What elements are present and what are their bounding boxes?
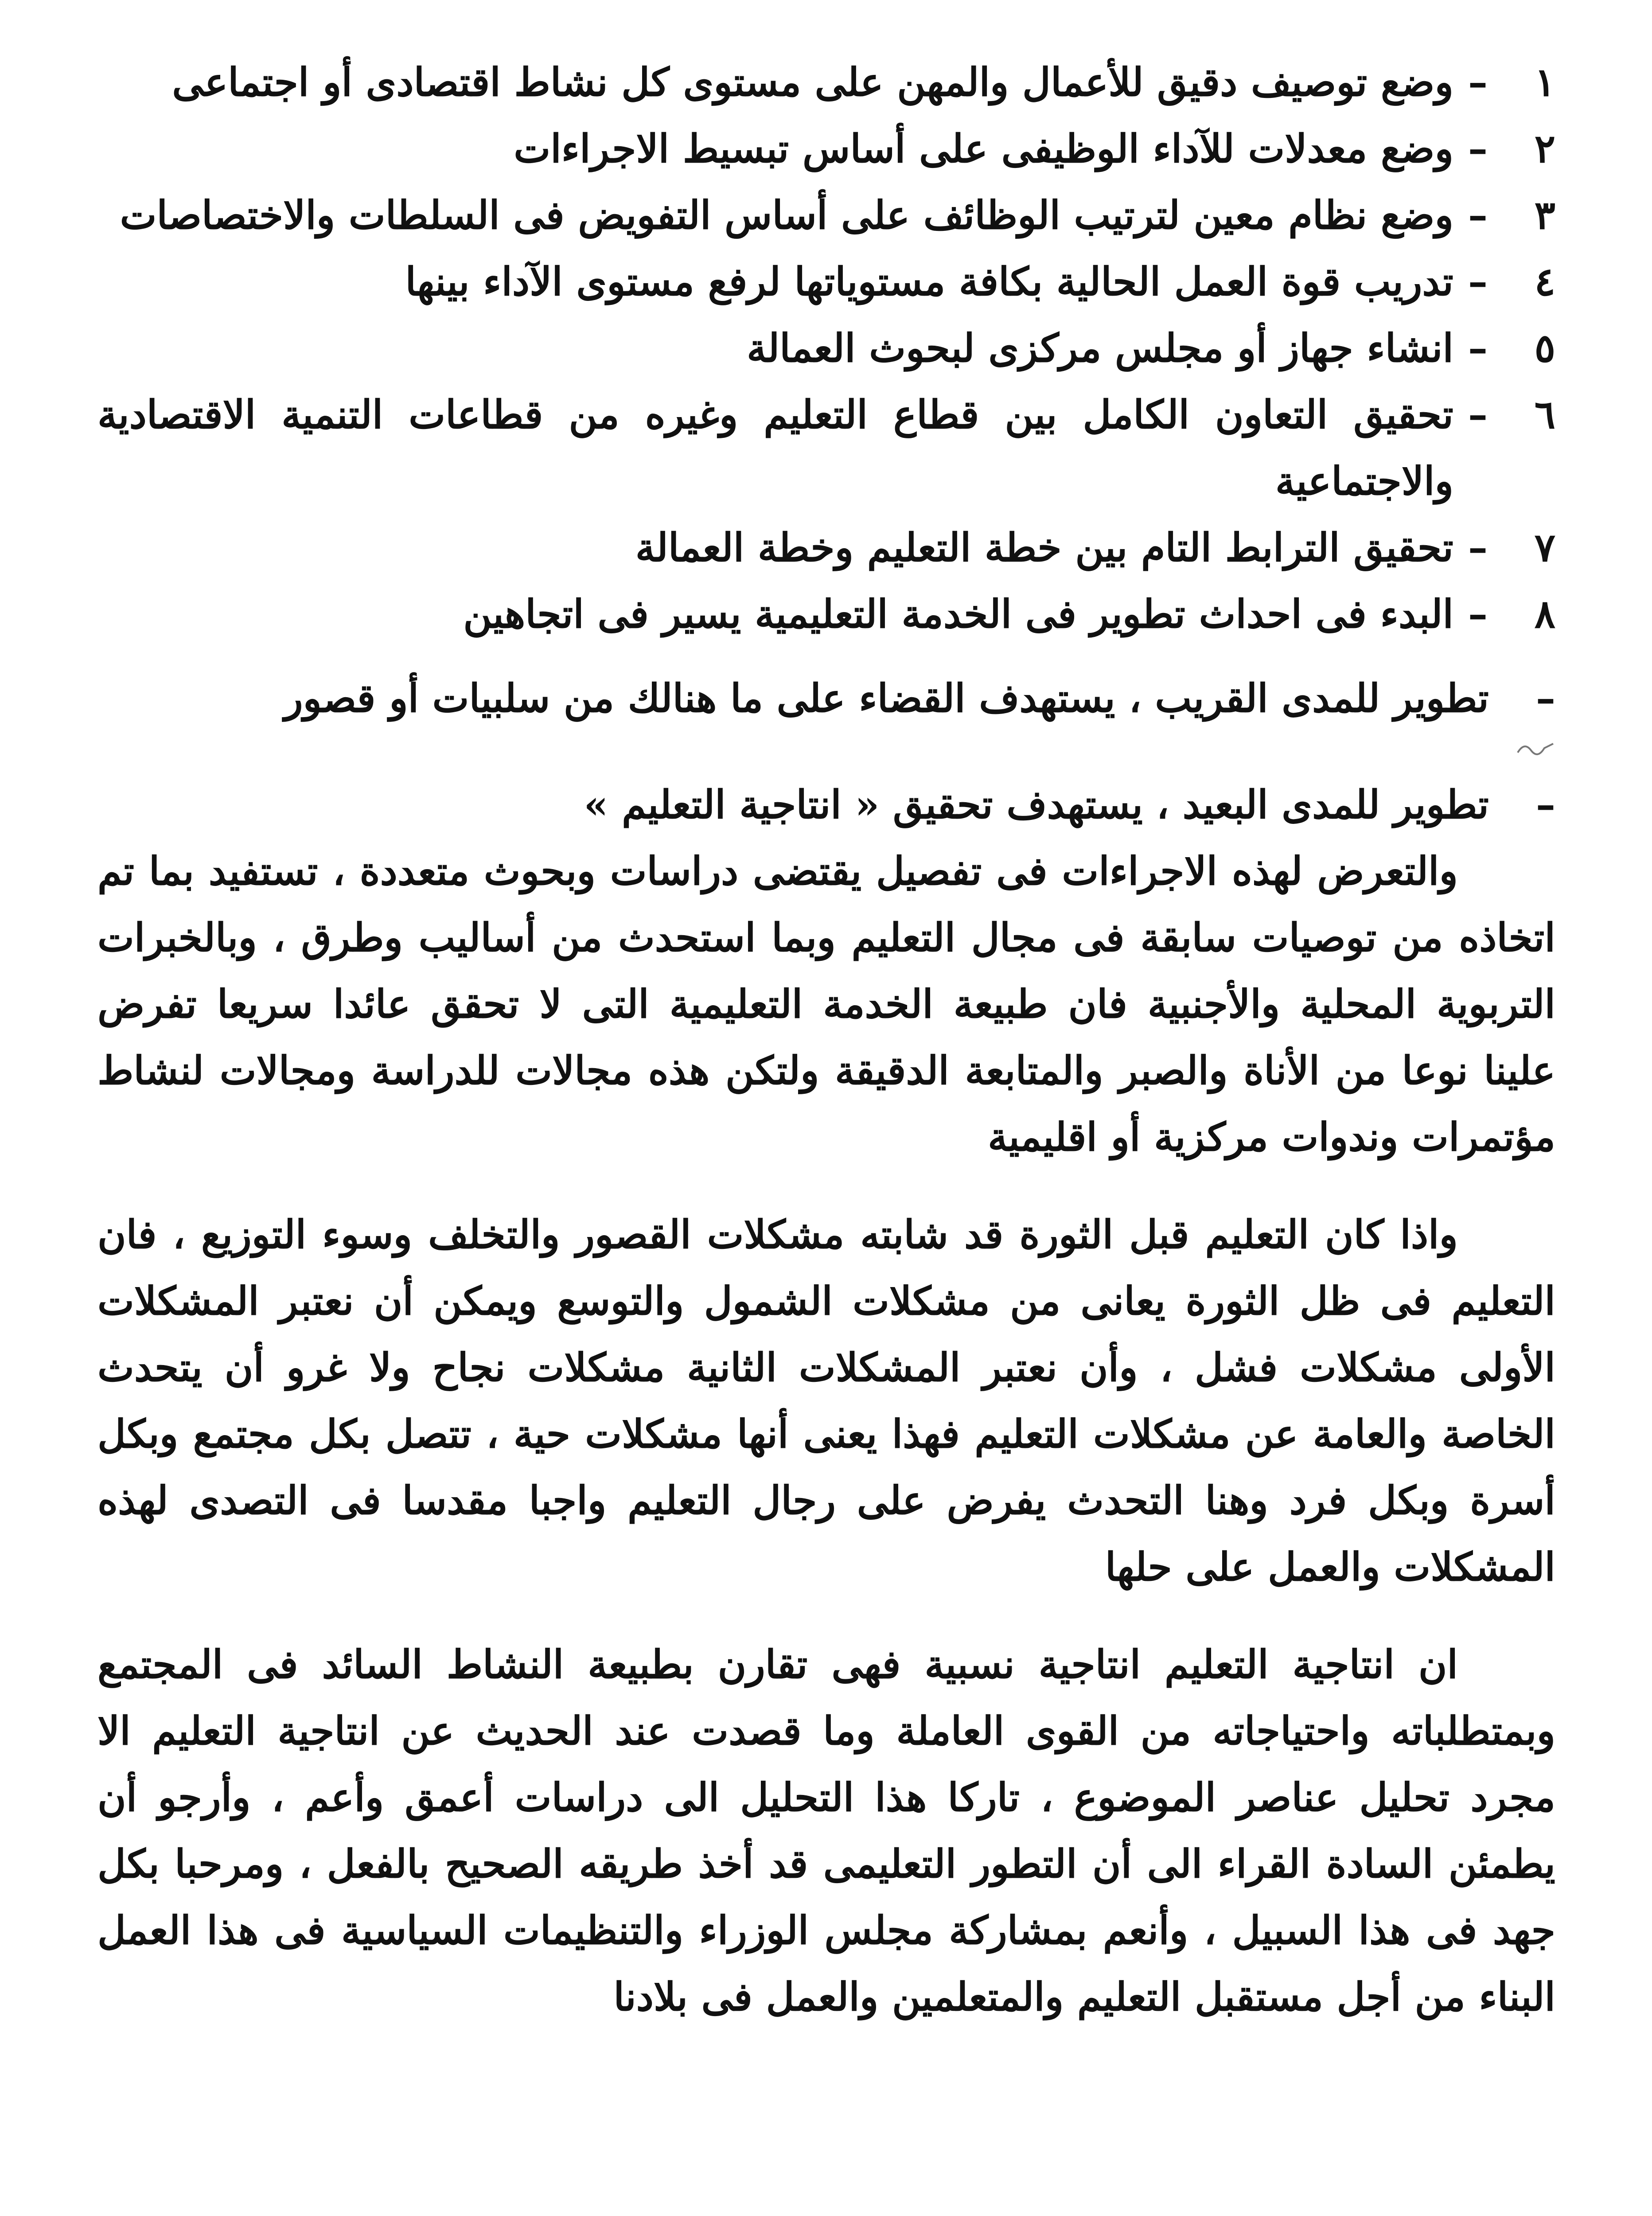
item-text: تحقيق التعاون الكامل بين قطاع التعليم وغيره من قطاعات التنمية الاقتصادية والاجتماعية [97,391,1453,504]
item-number: ٤ [1534,258,1555,304]
paragraph-3: ان انتاجية التعليم انتاجية نسبية فهى تقارن بطبيعة النشاط السائد فى المجتمع وبمتطلباته واحتياجاته من القوى العاملة وما قصدت عند الحديث عن انتاجية التعليم الا مجرد تحليل عناصر الموضوع ، تاركا هذا التحليل الى دراسات أعمق وأعم ، وأرجو أن يطمئن السادة القراء الى أن التطور التعليمى قد أخذ طريقه الصحيح بالفعل ، ومرحبا بكل جهد فى هذا السبيل ، وأنعم بمشاركة مجلس الوزراء والتنظيمات السياسية فى هذا العمل البناء من أجل مستقبل التعليم والمتعلمين والعمل فى بلادنا [97,1641,1555,2020]
list-item-6 [97,381,1555,514]
item-text: وضع نظام معين لترتيب الوظائف على أساس التفويض فى السلطات والاختصاصات [120,192,1453,238]
item-number: ٣ [1534,192,1555,238]
list-item-1 [97,49,1555,115]
item-text: وضع معدلات للآداء الوظيفى على أساس تبسيط الاجراءات [514,125,1453,172]
sub-item-dash: – [1536,781,1555,827]
item-number: ٨ [1534,591,1555,637]
list-item-5 [97,315,1555,381]
item-number: ٢ [1534,125,1555,172]
item-number: ٧ [1534,524,1555,570]
item-number: ٦ [1534,391,1555,437]
list-item-2 [97,115,1555,182]
sub-item-text: تطوير للمدى القريب ، يستهدف القضاء على ما هنالك من سلبيات أو قصور [284,675,1489,721]
item-dash: – [1468,591,1488,637]
item-dash: – [1468,192,1488,238]
item-dash: – [1468,325,1488,371]
measures-list [97,49,1555,647]
sub-item-dash: – [1536,675,1555,721]
document-page [97,49,1555,2216]
sub-item-text: تطوير للمدى البعيد ، يستهدف تحقيق « انتاجية التعليم » [584,781,1489,827]
scribble-icon [1516,739,1555,757]
stamp-mark [97,731,1555,771]
item-text: انشاء جهاز أو مجلس مركزى لبحوث العمالة [747,325,1453,371]
list-item-3 [97,182,1555,248]
item-dash: – [1468,59,1488,105]
item-text: تحقيق الترابط التام بين خطة التعليم وخطة العمالة [635,524,1453,570]
list-item-4 [97,248,1555,315]
item-dash: – [1468,524,1488,570]
list-item-8 [97,581,1555,647]
item-text: البدء فى احداث تطوير فى الخدمة التعليمية يسير فى اتجاهين [463,591,1453,637]
item-text: تدريب قوة العمل الحالية بكافة مستوياتها لرفع مستوى الآداء بينها [405,258,1453,304]
item-number: ٥ [1534,325,1555,371]
item-text: وضع توصيف دقيق للأعمال والمهن على مستوى كل نشاط اقتصادى أو اجتماعى [172,59,1453,105]
paragraph-1: والتعرض لهذه الاجراءات فى تفصيل يقتضى دراسات وبحوث متعددة ، تستفيد بما تم اتخاذه من توصيات سابقة فى مجال التعليم وبما استحدث من أساليب وطرق ، وبالخبرات التربوية المحلية والأجنبية فان طبيعة الخدمة التعليمية التى لا تحقق عائدا سريعا تفرض علينا نوعا من الأناة والصبر والمتابعة الدقيقة ولتكن هذه مجالات للدراسة ومجالات لنشاط مؤتمرات وندوات مركزية أو اقليمية [97,848,1555,1160]
item-dash: – [1468,125,1488,172]
sub-item-1 [97,665,1555,731]
item-dash: – [1468,391,1488,437]
paragraph-2: واذا كان التعليم قبل الثورة قد شابته مشكلات القصور والتخلف وسوء التوزيع ، فان التعليم فى ظل الثورة يعانى من مشكلات الشمول والتوسع ويمكن أن نعتبر المشكلات الأولى مشكلات فشل ، وأن نعتبر المشكلات الثانية مشكلات نجاح ولا غرو أن يتحدث الخاصة والعامة عن مشكلات التعليم فهذا يعنى أنها مشكلات حية ، تتصل بكل مجتمع وبكل أسرة وبكل فرد وهنا التحدث يفرض على رجال التعليم واجبا مقدسا فى التصدى لهذه المشكلات والعمل على حلها [97,1211,1555,1590]
sub-item-2 [97,771,1555,838]
item-dash: – [1468,258,1488,304]
item-number: ١ [1534,59,1555,105]
list-item-7 [97,514,1555,581]
